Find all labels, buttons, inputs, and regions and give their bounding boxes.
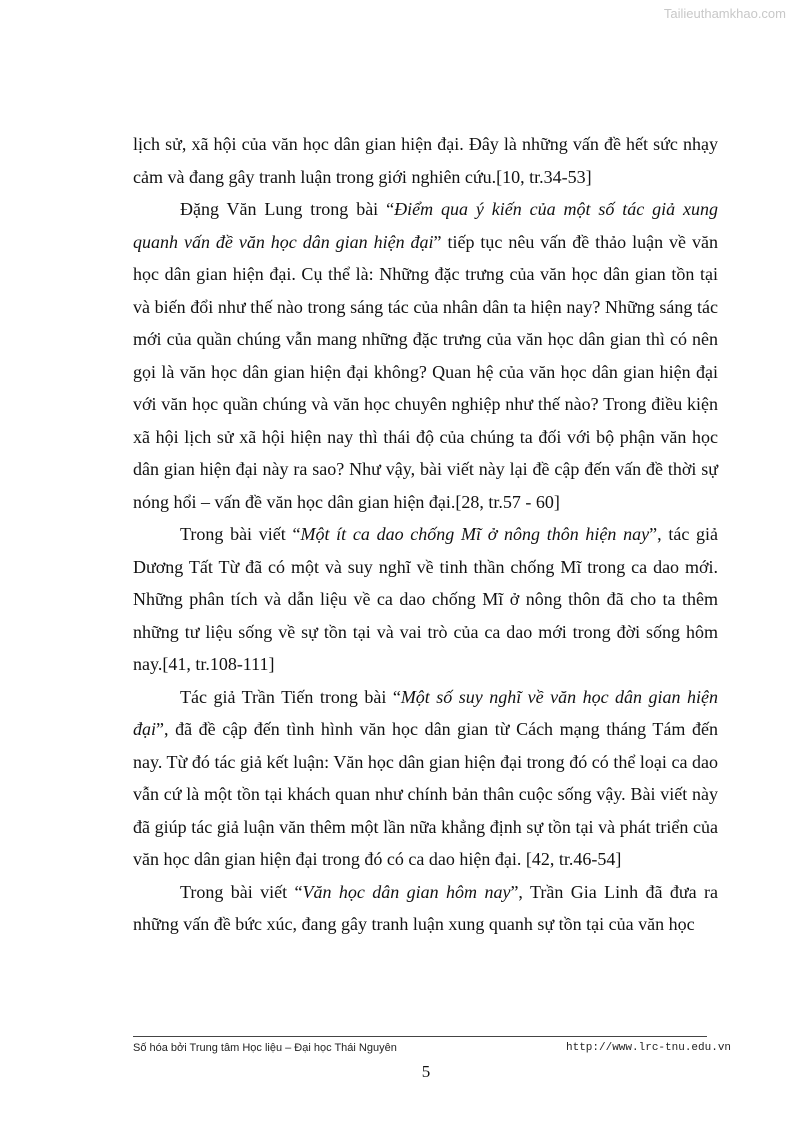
text-segment: lịch sử, xã hội của văn học dân gian hiện đại. Đây là những vấn đề hết sức nhạy cảm và đang gây tranh luận trong giới nghiên cứu.[10, tr.34-53]: [133, 134, 718, 187]
body-text: [133, 128, 718, 941]
article-title: Một số suy nghĩ về văn học dân gian hiện đại: [133, 686, 718, 739]
text-segment: ” tiếp tục nêu vấn đề thảo luận về văn học dân gian hiện đại. Cụ thể là: Những đặc trưng của văn học dân gian tồn tại và biến đổi như thế nào trong sáng tác của nhân dân ta hiện nay? Những sáng tác mới của quần chúng vẫn mang những đặc trưng của văn học dân gian thì có nên gọi là văn học dân gian hiện đại không? Quan hệ của văn học dân gian hiện đại với văn học quần chúng và văn học chuyên nghiệp như thế nào? Trong điều kiện xã hội lịch sử xã hội hiện nay thì thái độ của chúng ta đối với bộ phận văn học dân gian hiện đại này ra sao? Như vậy, bài viết này lại đề cập đến vấn đề thời sự nóng hổi – vấn đề văn học dân gian hiện đại.[28, tr.57 - 60]: [133, 231, 718, 512]
paragraph: [133, 681, 718, 876]
footer-url[interactable]: http://www.lrc-tnu.edu.vn: [566, 1042, 732, 1054]
text-segment: Tác giả Trần Tiến trong bài “: [180, 686, 401, 707]
paragraph: [133, 193, 718, 518]
paragraph: [133, 876, 718, 941]
text-segment: Đặng Văn Lung trong bài “: [180, 199, 395, 219]
paragraph: [133, 128, 718, 193]
text-segment: ”, đã đề cập đến tình hình văn học dân gian từ Cách mạng tháng Tám đến nay. Từ đó tác giả kết luận: Văn học dân gian hiện đại trong đó có thể loại ca dao vẫn cứ là một tồn tại khách quan như chính bản thân cuộc sống vậy. Bài viết này đã giúp tác giả luận văn thêm một lần nữa khẳng định sự tồn tại và phát triển của văn học dân gian hiện đại trong đó có ca dao hiện đại. [42, tr.46-54]: [133, 719, 718, 869]
article-title: Một ít ca dao chống Mĩ ở nông thôn hiện nay: [300, 524, 650, 544]
text-segment: ”, Trần Gia Linh đã đưa ra những vấn đề bức xúc, đang gây tranh luận xung quanh sự tồn tại của văn học: [133, 881, 718, 934]
article-title: Điểm qua ý kiến của một số tác giả xung quanh vấn đề văn học dân gian hiện đại: [133, 199, 719, 252]
footer-institution: Số hóa bởi Trung tâm Học liệu – Đại học Thái Nguyên: [133, 1042, 397, 1054]
footer-divider: [133, 1036, 707, 1037]
text-segment: Trong bài viết “: [180, 881, 303, 902]
article-title: Văn học dân gian hôm nay: [302, 881, 511, 902]
paragraph: [133, 518, 718, 681]
watermark-text: Tailieuthamkhao.com: [663, 6, 786, 21]
page-number: 5: [421, 1062, 431, 1081]
text-segment: Trong bài viết “: [180, 524, 301, 544]
text-segment: ”, tác giả Dương Tất Từ đã có một và suy nghĩ về tinh thần chống Mĩ trong ca dao mới. Những phân tích và dẫn liệu về ca dao chống Mĩ ở nông thôn đã cho ta thêm những tư liệu sống về sự tồn tại và vai trò của ca dao mới trong đời sống hôm nay.[41, tr.108-111]: [133, 524, 719, 674]
